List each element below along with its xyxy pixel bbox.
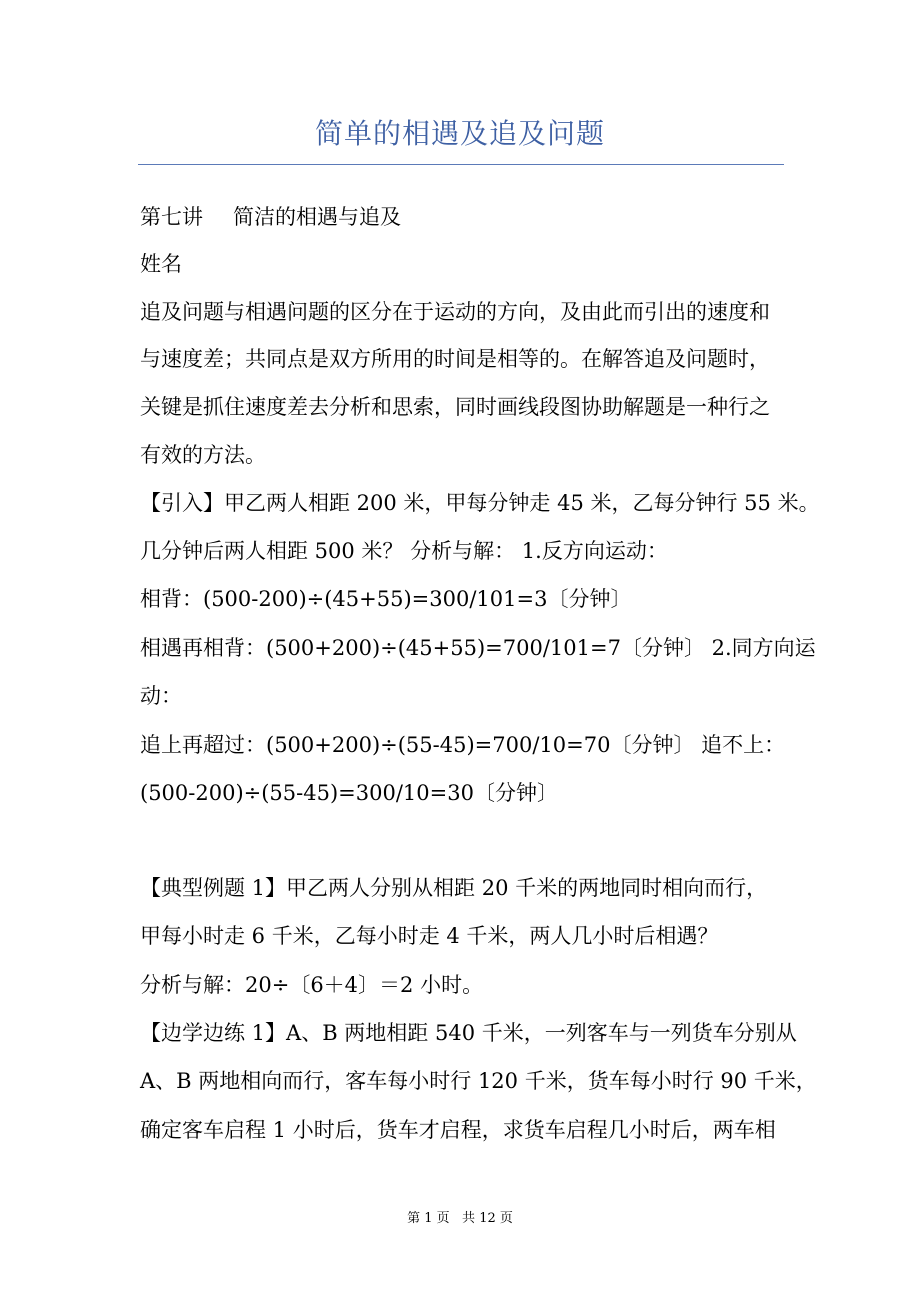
intro-example-line: 相背：(500-200)÷(45+55)=300/101=3〔分钟〕 <box>140 587 632 611</box>
practice1-line: 【边学边练 1】A、B 两地相距 540 千米，一列客车与一列货车分别从 <box>140 1021 797 1045</box>
page-title: 简单的相遇及追及问题 <box>314 117 605 150</box>
practice1-line: A、B 两地相向而行，客车每小时行 120 千米，货车每小时行 90 千米， <box>140 1069 817 1093</box>
title-underline <box>138 164 784 165</box>
page-footer: 第 1 页 共 12 页 <box>407 1211 513 1226</box>
practice1-line: 确定客车启程 1 小时后，货车才启程，求货车启程几小时后，两车相 <box>140 1118 776 1142</box>
example1-line: 【典型例题 1】甲乙两人分别从相距 20 千米的两地同时相向而行， <box>140 876 768 900</box>
intro-example-line: 【引入】甲乙两人相距 200 米，甲每分钟走 45 米，乙每分钟行 55 米。 <box>140 491 820 515</box>
lesson-heading <box>140 203 800 231</box>
example1-line: 分析与解：20÷〔6＋4〕＝2 小时。 <box>140 973 484 997</box>
intro-example-line: 动： <box>140 684 182 708</box>
name-label: 姓名 <box>140 252 182 276</box>
intro-line: 与速度差；共同点是双方所用的时间是相等的。在解答追及问题时， <box>140 347 770 371</box>
lesson-number: 第七讲 <box>140 205 203 229</box>
intro-example-line: 相遇再相背：(500+200)÷(45+55)=700/101=7〔分钟〕 2.同方向运 <box>140 636 816 660</box>
intro-line: 有效的方法。 <box>140 443 266 467</box>
intro-example-line: 追上再超过：(500+200)÷(55-45)=700/10=70〔分钟〕 追不上： <box>140 733 786 757</box>
intro-example-line: (500-200)÷(55-45)=300/10=30〔分钟〕 <box>140 781 558 805</box>
intro-line: 关键是抓住速度差去分析和思索，同时画线段图协助解题是一种行之 <box>140 395 770 419</box>
example1-line: 甲每小时走 6 千米，乙每小时走 4 千米，两人几小时后相遇？ <box>140 924 719 948</box>
lesson-topic: 简洁的相遇与追及 <box>233 205 401 229</box>
intro-example-line: 几分钟后两人相距 500 米？ 分析与解： 1.反方向运动： <box>140 539 668 563</box>
intro-line: 追及问题与相遇问题的区分在于运动的方向，及由此而引出的速度和 <box>140 300 770 324</box>
